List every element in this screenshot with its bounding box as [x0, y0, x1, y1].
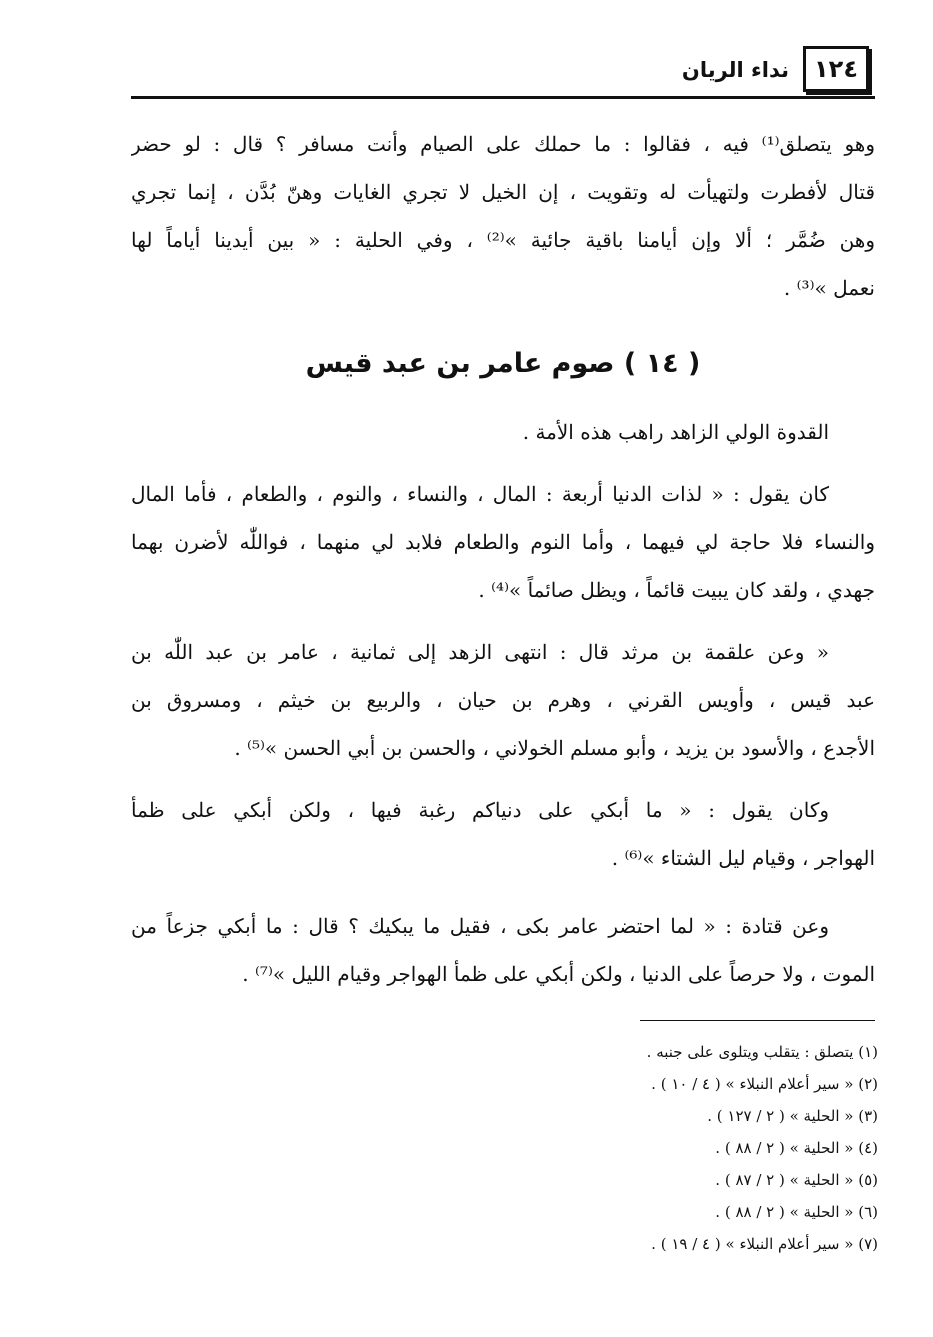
text-line: والنساء فلا حاجة لي فيهما ، وأما النوم والطعام فلابد لي منهما ، فواللّٰه لأضرن بهما — [131, 530, 875, 554]
text-line: نعمل »⁽³⁾ . — [783, 276, 875, 300]
text-line: وعن قتادة : « لما احتضر عامر بكى ، فقيل ما يبكيك ؟ قال : ما أبكي جزعاً من — [131, 914, 829, 938]
text-line: « وعن علقمة بن مرثد قال : انتهى الزهد إلى ثمانية ، عامر بن عبد اللّٰه بن — [131, 640, 829, 664]
text-line: قتال لأفطرت ولتهيأت له وتقويت ، إن الخيل لا تجري الغايات وهنّ بُدَّن ، إنما تجري — [131, 180, 875, 204]
paragraph-continuation — [131, 120, 875, 312]
paragraph-weeping — [131, 786, 875, 882]
paragraph-alqamah — [131, 628, 875, 772]
paragraph-pleasures — [131, 470, 875, 614]
text-line: وهن ضُمَّر ؛ ألا وإن أيامنا باقية جائية »⁽²⁾ ، وفي الحلية : « بين أيدينا أياماً لها — [131, 228, 875, 252]
paragraph-intro — [131, 408, 875, 456]
text-line: الأجدع ، والأسود بن يزيد ، وأبو مسلم الخولاني ، والحسن بن أبي الحسن »⁽⁵⁾ . — [234, 736, 875, 760]
text-line: عبد قيس ، وأويس القرني ، وهرم بن حيان ، والربيع بن خيثم ، ومسروق بن — [131, 688, 875, 712]
footnote: (٧) « سير أعلام النبلاء » ( ٤ / ١٩ ) . — [651, 1235, 878, 1253]
page-number: ١٢٤ — [803, 46, 869, 92]
running-header — [131, 44, 875, 100]
footnote: (٦) « الحلية » ( ٢ / ٨٨ ) . — [715, 1203, 878, 1221]
footnote: (١) يتصلق : يتقلب ويتلوى على جنبه . — [646, 1043, 878, 1061]
text-line: وكان يقول : « ما أبكي على دنياكم رغبة فيها ، ولكن أبكي على ظمأ — [131, 798, 829, 822]
footnote-separator — [640, 1020, 875, 1021]
footnote: (٢) « سير أعلام النبلاء » ( ٤ / ١٠ ) . — [651, 1075, 878, 1093]
section-heading: ( ١٤ ) صوم عامر بن عبد قيس — [305, 348, 701, 379]
footnotes — [560, 1036, 878, 1260]
text-line: وهو يتصلق⁽¹⁾ فيه ، فقالوا : ما حملك على الصيام وأنت مسافر ؟ قال : لو حضر — [131, 132, 875, 156]
text-line: الهواجر ، وقيام ليل الشتاء »⁽⁶⁾ . — [611, 846, 875, 870]
text-line: جهدي ، ولقد كان يبيت قائماً ، ويظل صائماً »⁽⁴⁾ . — [478, 578, 875, 602]
footnote: (٤) « الحلية » ( ٢ / ٨٨ ) . — [715, 1139, 878, 1157]
header-rule — [131, 96, 875, 99]
running-title: نداء الريان — [681, 58, 789, 82]
main-text — [131, 120, 875, 998]
paragraph-qatadah — [131, 902, 875, 998]
text-line: القدوة الولي الزاهد راهب هذه الأمة . — [522, 420, 829, 444]
footnote: (٥) « الحلية » ( ٢ / ٨٧ ) . — [715, 1171, 878, 1189]
text-line: كان يقول : « لذات الدنيا أربعة : المال ، والنساء ، والنوم ، والطعام ، فأما المال — [131, 482, 829, 506]
text-line: الموت ، ولا حرصاً على الدنيا ، ولكن أبكي على ظمأ الهواجر وقيام الليل »⁽⁷⁾ . — [242, 962, 875, 986]
footnote: (٣) « الحلية » ( ٢ / ١٢٧ ) . — [707, 1107, 878, 1125]
